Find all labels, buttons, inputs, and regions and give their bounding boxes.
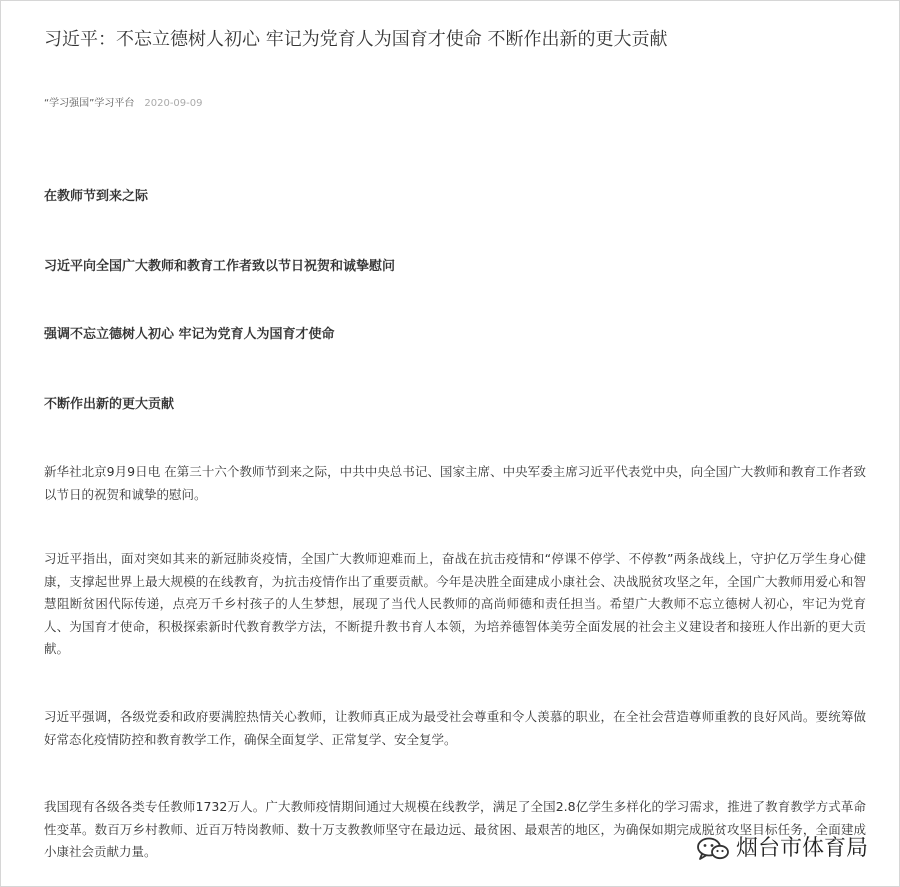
wechat-icon (696, 836, 730, 862)
article-meta (44, 96, 203, 112)
paragraph-2: 习近平指出，面对突如其来的新冠肺炎疫情，全国广大教师迎难而上，奋战在抗击疫情和“停课不停学、不停教”两条战线上，守护亿万学生身心健康，支撑起世界上最大规模的在线教育，为抗击疫情作出了重要贡献。今年是决胜全面建成小康社会、决战脱贫攻坚之年，全国广大教师用爱心和智慧阻断贫困代际传递，点亮万千乡村孩子的人生梦想，展现了当代人民教师的高尚师德和责任担当。希望广大教师不忘立德树人初心，牢记为党育人、为国育才使命，积极探索新时代教育教学方法，不断提升教书育人本领，为培养德智体美劳全面发展的社会主义建设者和接班人作出新的更大贡献。 (44, 551, 866, 656)
subhead-4: 不断作出新的更大贡献 (44, 397, 175, 412)
article-source[interactable]: “学习强国”学习平台 (44, 98, 135, 109)
subhead-1: 在教师节到来之际 (44, 189, 149, 204)
watermark-text: 烟台市体育局 (735, 836, 868, 861)
paragraph-3: 习近平强调，各级党委和政府要满腔热情关心教师，让教师真正成为最受社会尊重和令人羡慕的职业，在全社会营造尊师重教的良好风尚。要统筹做好常态化疫情防控和教育教学工作，确保全面复学、正常复学、安全复学。 (44, 709, 866, 747)
watermark (696, 835, 868, 863)
paragraph-4: 我国现有各级各类专任教师1732万人。广大教师疫情期间通过大规模在线教学，满足了全国2.8亿学生多样化的学习需求，推进了教育教学方式革命性变革。数百万乡村教师、近百万特岗教师、数十万支教教师坚守在最边远、最贫困、最艰苦的地区，为确保如期完成脱贫攻坚目标任务，全面建成小康社会贡献力量。 (44, 799, 866, 859)
article-date: 2020-09-09 (144, 98, 203, 109)
paragraph-1: 新华社北京9月9日电 在第三十六个教师节到来之际，中共中央总书记、国家主席、中央军委主席习近平代表党中央，向全国广大教师和教育工作者致以节日的祝贺和诚挚的慰问。 (44, 464, 866, 502)
subhead-3: 强调不忘立德树人初心 牢记为党育人为国育才使命 (44, 327, 335, 342)
subhead-2: 习近平向全国广大教师和教育工作者致以节日祝贺和诚挚慰问 (44, 259, 396, 274)
article-title: 习近平：不忘立德树人初心 牢记为党育人为国育才使命 不断作出新的更大贡献 (44, 29, 668, 50)
